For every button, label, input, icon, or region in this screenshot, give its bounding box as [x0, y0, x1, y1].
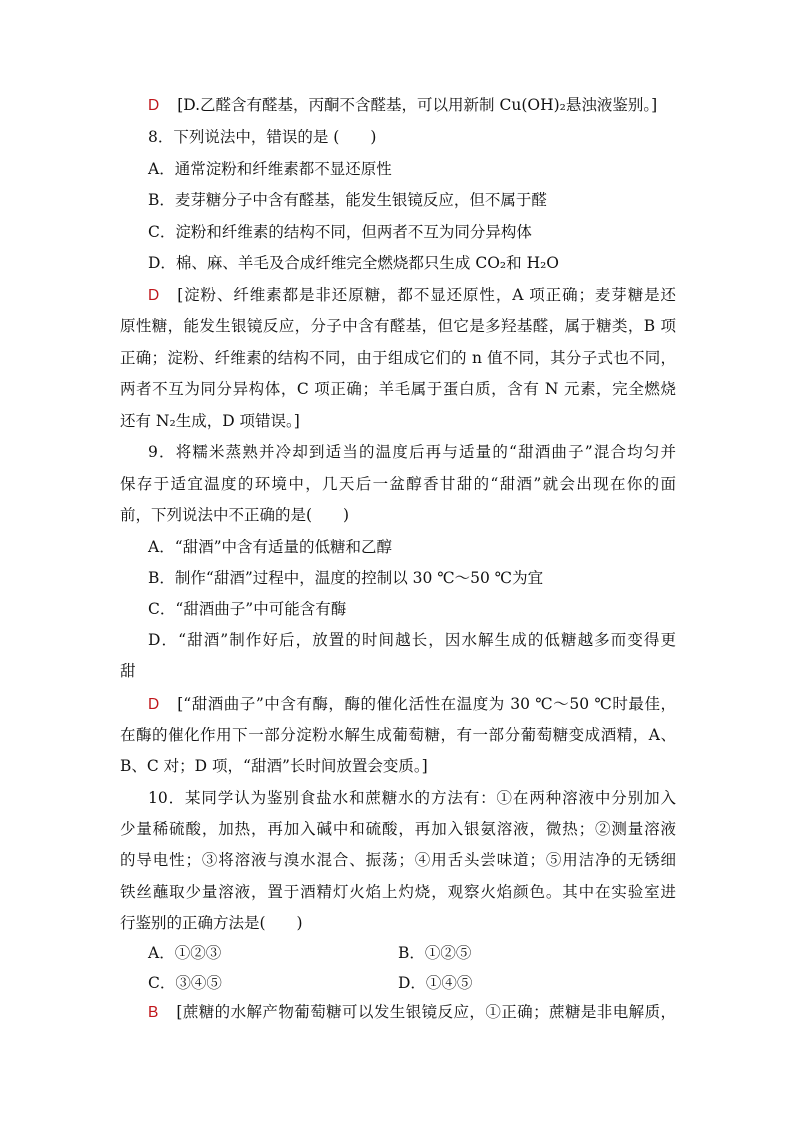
answer-letter: D — [148, 97, 160, 114]
q10-stem-line-2: 少量稀硫酸，加热，再加入碱中和硫酸，再加入银氨溶液，微热；②测量溶液 — [120, 820, 676, 838]
q8-answer-line-4: 两者不互为同分异构体，C 项正确；羊毛属于蛋白质，含有 N 元素，完全燃烧 — [120, 380, 676, 398]
q10-stem-line-5: 行鉴别的正确方法是( ) — [120, 914, 303, 932]
q8-option-d: D．棉、麻、羊毛及合成纤维完全燃烧都只生成 CO₂和 H₂O — [148, 254, 560, 272]
answer-text: [淀粉、纤维素都是非还原糖，都不显还原性，A 项正确；麦芽糖是还 — [177, 286, 676, 304]
q9-option-a: A．“甜酒”中含有适量的低糖和乙醇 — [148, 538, 393, 556]
answer-text: [D.乙醛含有醛基，丙酮不含醛基，可以用新制 Cu(OH)₂悬浊液鉴别。] — [177, 96, 658, 114]
q10-stem-line-1: 10．某同学认为鉴别食盐水和蔗糖水的方法有：①在两种溶液中分别加入 — [148, 789, 676, 807]
prev-answer-line — [148, 90, 657, 121]
q9-answer-line-1 — [148, 689, 676, 720]
q9-stem-line-2: 保存于适宜温度的环境中，几天后一盆醇香甘甜的“甜酒”就会出现在你的面 — [120, 475, 676, 493]
q8-answer-line-5: 还有 N₂生成，D 项错误。] — [120, 412, 300, 430]
q9-option-d: D．“甜酒”制作好后，放置的时间越长，因水解生成的低糖越多而变得更 — [148, 631, 676, 649]
q9-option-c: C．“甜酒曲子”中可能含有酶 — [148, 600, 347, 618]
q8-stem: 8．下列说法中，错误的是 ( ) — [148, 128, 377, 146]
q8-answer-line-3: 正确；淀粉、纤维素的结构不同，由于组成它们的 n 值不同，其分子式也不同， — [120, 349, 676, 367]
q10-stem-line-3: 的导电性；③将溶液与溴水混合、振荡；④用舌头尝味道；⑤用洁净的无锈细 — [120, 851, 676, 869]
q8-answer-line-1 — [148, 280, 676, 311]
q9-option-b: B．制作“甜酒”过程中，温度的控制以 30 ℃～50 ℃为宜 — [148, 569, 544, 587]
q10-option-d: D．①④⑤ — [398, 974, 473, 992]
q10-answer-line-1 — [148, 997, 676, 1028]
q9-option-d-cont: 甜 — [120, 662, 136, 680]
q8-option-a: A．通常淀粉和纤维素都不显还原性 — [148, 160, 392, 178]
answer-letter: D — [148, 696, 160, 713]
q10-stem-line-4: 铁丝蘸取少量溶液，置于酒精灯火焰上灼烧，观察火焰颜色。其中在实验室进 — [120, 883, 676, 901]
q8-option-b: B．麦芽糖分子中含有醛基，能发生银镜反应，但不属于醛 — [148, 191, 547, 209]
q8-option-c: C．淀粉和纤维素的结构不同，但两者不互为同分异构体 — [148, 223, 532, 241]
q9-stem-line-3: 前，下列说法中不正确的是( ) — [120, 506, 350, 524]
q9-stem-line-1: 9．将糯米蒸熟并冷却到适当的温度后再与适量的“甜酒曲子”混合均匀并 — [148, 443, 676, 461]
q9-answer-line-2: 在酶的催化作用下一部分淀粉水解生成葡萄糖，有一部分葡萄糖变成酒精，A、 — [120, 726, 676, 744]
answer-letter: B — [148, 1004, 159, 1021]
answer-text: [“甜酒曲子”中含有酶，酶的催化活性在温度为 30 ℃～50 ℃时最佳， — [177, 695, 676, 713]
q8-answer-line-2: 原性糖，能发生银镜反应，分子中含有醛基，但它是多羟基醛，属于糖类，B 项 — [120, 317, 676, 335]
q10-option-b: B．①②⑤ — [398, 944, 472, 962]
answer-text: [蔗糖的水解产物葡萄糖可以发生银镜反应，①正确；蔗糖是非电解质， — [176, 1003, 676, 1021]
q10-option-c: C．③④⑤ — [148, 974, 222, 992]
q9-answer-line-3: B、C 对；D 项，“甜酒”长时间放置会变质。] — [120, 757, 428, 775]
q10-option-a: A．①②③ — [148, 944, 222, 962]
answer-letter: D — [148, 287, 160, 304]
